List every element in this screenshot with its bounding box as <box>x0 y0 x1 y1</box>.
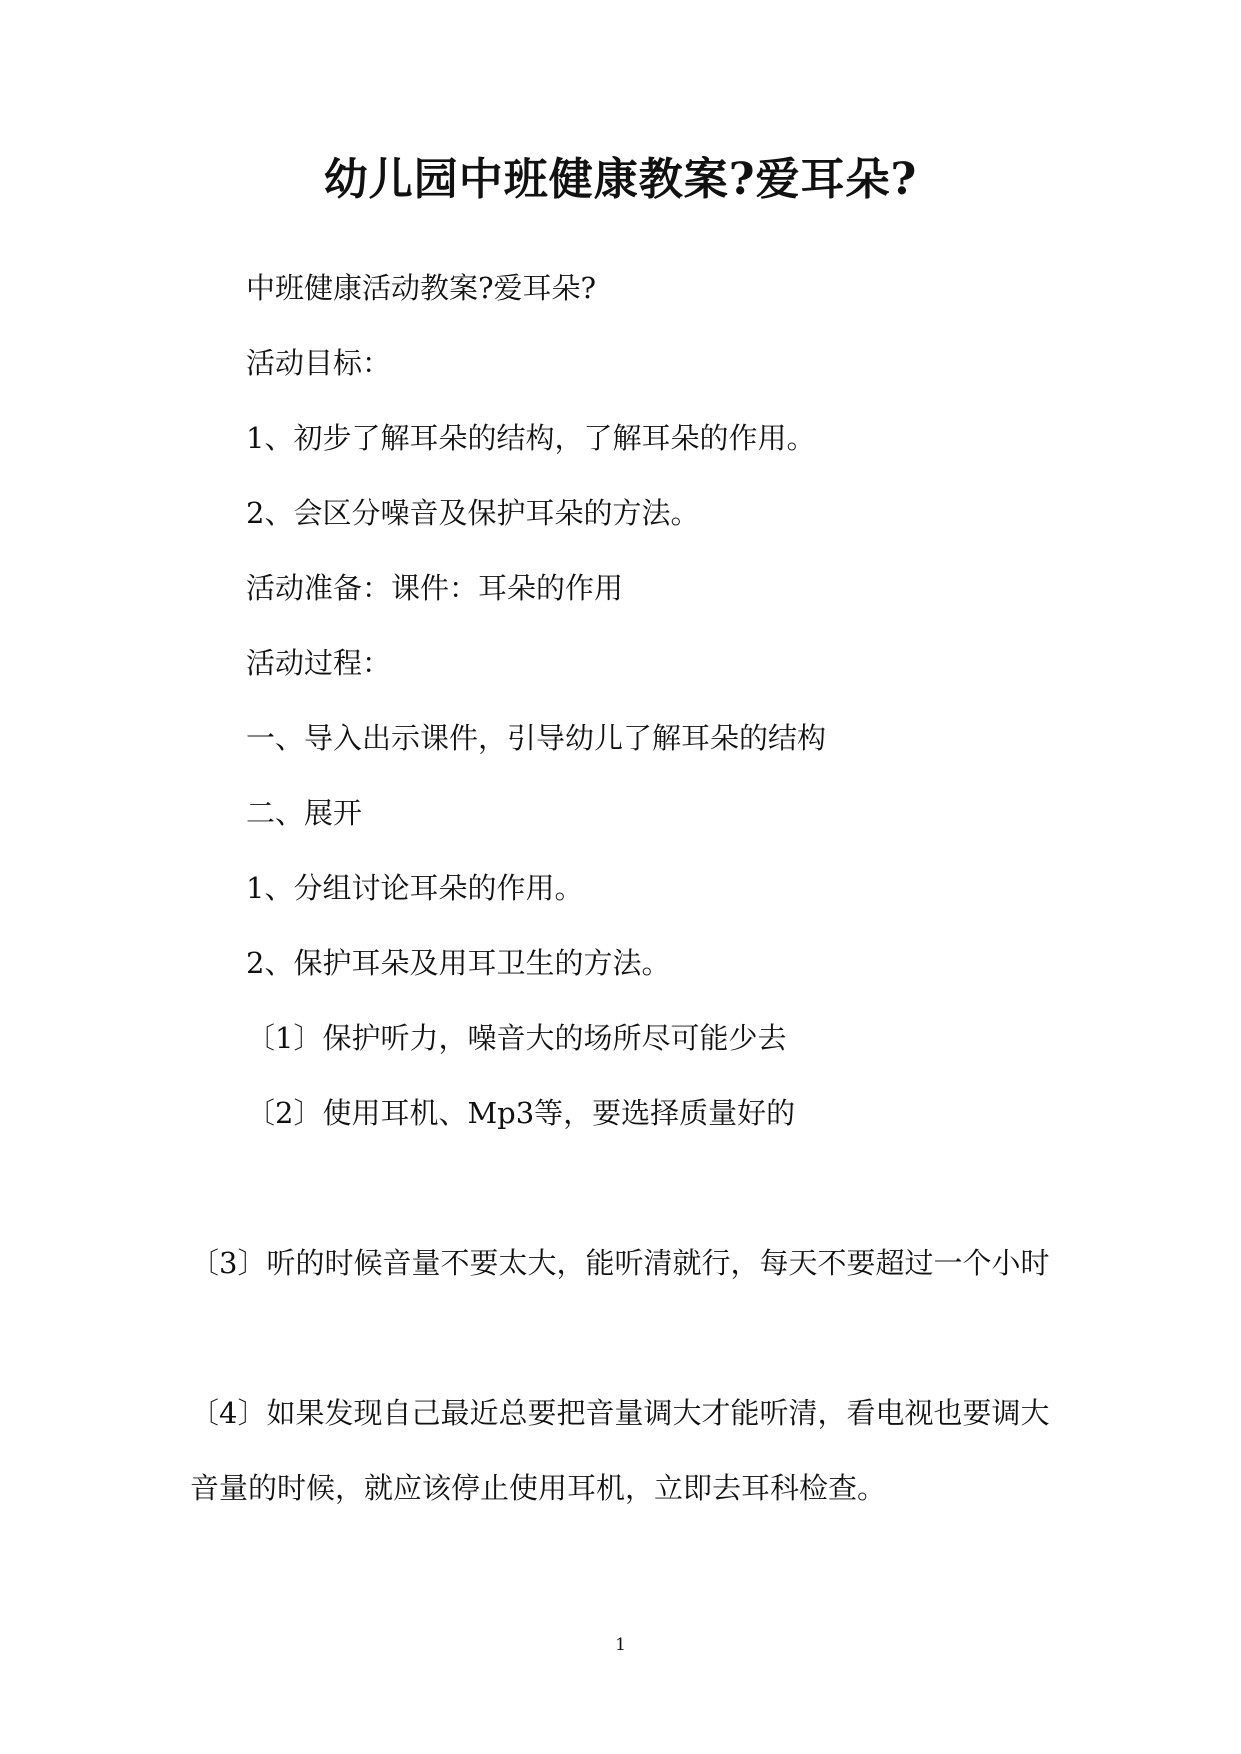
process-step-1: 一、导入出示课件，引导幼儿了解耳朵的结构 <box>246 721 827 755</box>
objective-item-1: 1、初步了解耳朵的结构，了解耳朵的作用。 <box>246 421 816 455</box>
step-item-1: 1、分组讨论耳朵的作用。 <box>246 871 584 905</box>
method-item-4: 〔4〕如果发现自己最近总要把音量调大才能听清，看电视也要调大 <box>190 1396 1050 1430</box>
objectives-heading: 活动目标： <box>246 346 392 380</box>
method-item-4-continued: 音量的时候，就应该停止使用耳机，立即去耳科检查。 <box>190 1471 887 1505</box>
objective-item-2: 2、会区分噪音及保护耳朵的方法。 <box>246 496 700 530</box>
process-heading: 活动过程： <box>246 646 392 680</box>
method-item-3: 〔3〕听的时候音量不要太大，能听清就行，每天不要超过一个小时 <box>190 1246 1050 1280</box>
document-title: 幼儿园中班健康教案?爱耳朵? <box>323 154 918 205</box>
preparation-paragraph: 活动准备：课件：耳朵的作用 <box>246 571 624 605</box>
step-item-2: 2、保护耳朵及用耳卫生的方法。 <box>246 946 671 980</box>
method-item-2: 〔2〕使用耳机、Mp3等，要选择质量好的 <box>246 1096 796 1130</box>
method-item-1: 〔1〕保护听力，噪音大的场所尽可能少去 <box>246 1021 787 1055</box>
process-step-2: 二、展开 <box>246 796 363 830</box>
page-number: 1 <box>615 1635 626 1655</box>
subtitle-paragraph: 中班健康活动教案?爱耳朵? <box>246 271 597 305</box>
